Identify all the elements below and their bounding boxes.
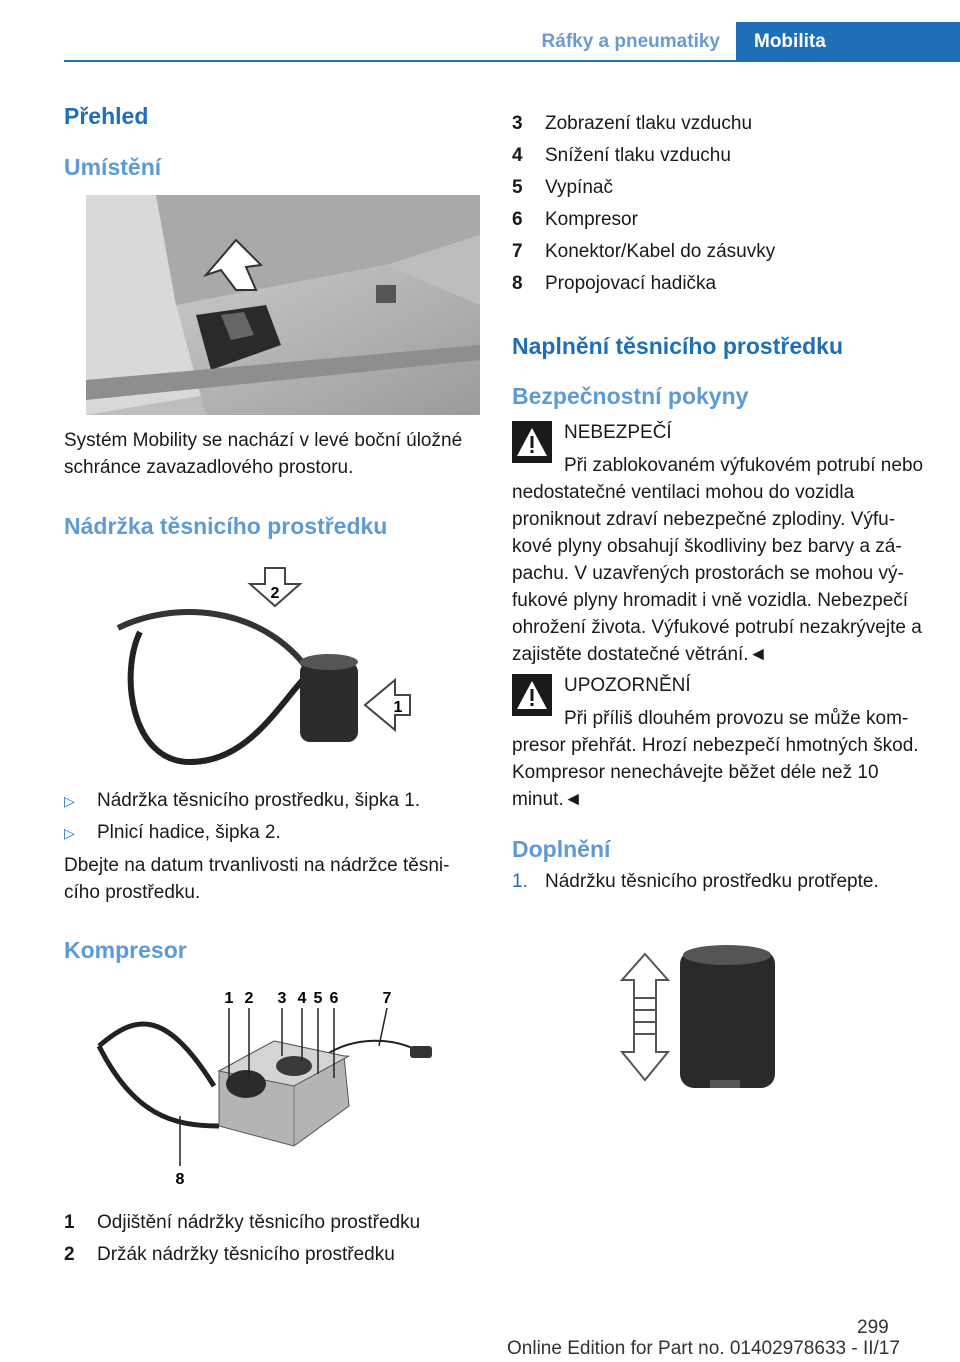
subheading-compressor: Kompresor	[64, 937, 187, 963]
expiry-text: Dbejte na datum trvanlivosti na nádržce těsni‐cího prostředku.	[64, 855, 450, 903]
tab-mobilita[interactable]: Mobilita	[736, 22, 960, 62]
subheading-safety: Bezpečnostní pokyny	[512, 383, 749, 409]
fig3-label: 5	[313, 990, 323, 1007]
sealant-bottle-figure	[110, 562, 420, 772]
list-item: 8 Propojovací hadička	[512, 273, 717, 294]
compressor-figure	[94, 986, 444, 1186]
fig3-label: 1	[224, 990, 234, 1007]
subheading-location: Umístění	[64, 154, 162, 180]
caution-label: UPOZORNĚNÍ	[564, 675, 691, 696]
header-rule	[64, 60, 960, 62]
list-item: 1 Odjištění nádržky těsnicího prostředku	[64, 1212, 421, 1233]
subheading-refill: Doplnění	[512, 836, 611, 862]
trunk-photo	[86, 195, 480, 415]
bullet-triangle-icon: ▷	[64, 825, 75, 841]
list-item: 6 Kompresor	[512, 209, 638, 230]
list-item: 5 Vypínač	[512, 177, 613, 198]
subheading-sealant: Nádržka těsnicího prostředku	[64, 513, 388, 539]
bullet-triangle-icon: ▷	[64, 793, 75, 809]
danger-label: NEBEZPEČÍ	[564, 422, 672, 443]
fig3-label: 6	[329, 990, 339, 1007]
location-text: Systém Mobility se nachází v levé boční úložné schránce zavazadlového prostoru.	[64, 430, 463, 478]
list-item: 3 Zobrazení tlaku vzduchu	[512, 113, 753, 134]
section-title: Přehled	[64, 103, 149, 129]
fig3-label: 8	[175, 1171, 185, 1186]
danger-text: Při zablokovaném výfukovém potrubí nebo nedostatečné ventilaci mohou do vozidla proniknout zdraví nebezpečné zplodiny. Výfu‐kové plyny obsahují škodliviny bez barvy a zá‐pachu. V uzavřených prostorách se mohou vý‐fukové plyny hromadit i vně vozidla. Nebezpečí ohrožení života. Výfukové potrubí nezakrývejte a zajistěte dostatečné větrání.◄	[512, 455, 924, 665]
fig3-label: 3	[277, 990, 287, 1007]
bullet-item: ▷ Nádržka těsnicího prostředku, šipka 1.	[64, 785, 420, 817]
caution-text: Při příliš dlouhém provozu se může kom‐presor přehřát. Hrozí nebezpečí hmotných škod. Kompresor nenechávejte běžet déle než 10 minut.◄	[512, 708, 919, 810]
section-title-fill: Naplnění těsnicího prostředku	[512, 333, 843, 359]
fig3-label: 4	[297, 990, 307, 1007]
shake-bottle-figure	[600, 940, 790, 1095]
list-item: 2 Držák nádržky těsnicího prostředku	[64, 1244, 395, 1265]
fig2-label-1: 1	[393, 699, 403, 716]
fig3-label: 2	[244, 990, 254, 1007]
fig3-label: 7	[382, 990, 392, 1007]
list-item: 4 Snížení tlaku vzduchu	[512, 145, 731, 166]
tab-rafky[interactable]: Ráfky a pneumatiky	[541, 31, 720, 52]
page-number: 299	[857, 1317, 889, 1338]
bullet-item: ▷ Plnicí hadice, šipka 2.	[64, 817, 281, 849]
list-item: 7 Konektor/Kabel do zásuvky	[512, 241, 776, 262]
edition-text: Online Edition for Part no. 01402978633 - II/17	[507, 1338, 900, 1359]
step-item: 1. Nádržku těsnicího prostředku protřepte.	[512, 871, 879, 892]
fig2-label-2: 2	[270, 585, 280, 602]
